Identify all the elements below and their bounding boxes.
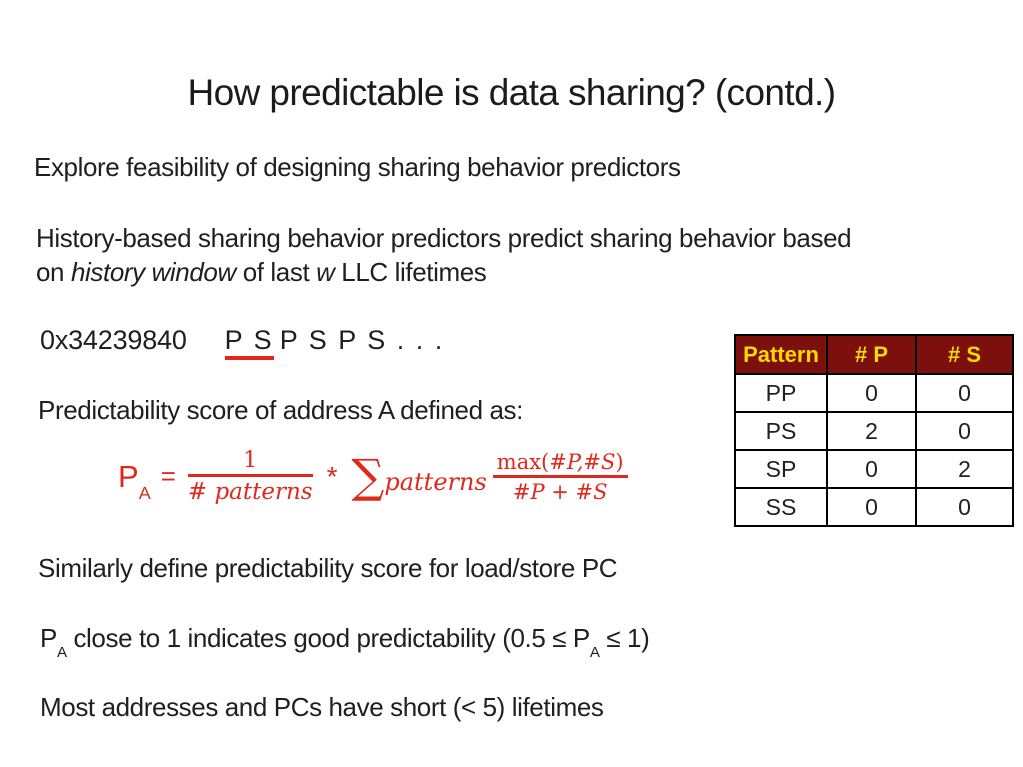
cell-num-s: 0 <box>916 374 1013 412</box>
fraction2-denominator: #P + #S <box>512 479 608 504</box>
fraction1-numerator: 1 <box>243 448 258 473</box>
pa-sub1: A <box>56 644 67 662</box>
formula-fraction-2 <box>493 450 628 504</box>
history-line2-mid: of last <box>235 257 317 287</box>
history-window-italic: history window <box>70 257 236 287</box>
table-row <box>735 374 1013 412</box>
pa-text1: close to 1 indicates good predictability (0.5 ≤ P <box>66 623 590 653</box>
underlined-pattern: P S <box>225 325 274 360</box>
formula-p-subscript: A <box>138 483 151 504</box>
cell-pattern: PS <box>735 412 827 450</box>
pa-p1: P <box>40 623 57 653</box>
pa-score-line <box>40 621 650 662</box>
explore-line: Explore feasibility of designing sharing behavior predictors <box>34 152 681 182</box>
cell-num-p: 0 <box>827 374 916 412</box>
cell-num-p: 0 <box>827 450 916 488</box>
formula-sum-term <box>351 449 487 504</box>
history-paragraph <box>36 221 851 289</box>
pa-sub2: A <box>589 644 600 662</box>
address-example-line <box>40 323 444 357</box>
cell-num-s: 0 <box>916 488 1013 526</box>
header-num-p: # P <box>827 335 916 374</box>
history-line2-prefix: on <box>36 257 71 287</box>
table-row <box>735 488 1013 526</box>
w-italic: w <box>316 257 335 287</box>
formula-fraction-1 <box>188 448 313 506</box>
cell-num-s: 2 <box>916 450 1013 488</box>
formula-equals: = <box>160 461 176 492</box>
table-header-row <box>735 335 1013 374</box>
predictability-line: Predictability score of address A defined as: <box>38 395 523 425</box>
max-function: max( <box>496 449 550 474</box>
cell-pattern: SS <box>735 488 827 526</box>
formula-times: * <box>326 460 338 492</box>
cell-num-p: 2 <box>827 412 916 450</box>
pattern-sequence: P S P S . . . <box>279 325 445 355</box>
predictability-formula <box>118 448 628 506</box>
table-row <box>735 412 1013 450</box>
pattern-table <box>734 334 1014 527</box>
formula-pa-term <box>118 458 151 504</box>
fraction2-numerator <box>493 450 628 475</box>
fraction1-denominator: # patterns <box>187 479 313 506</box>
sigma-icon: ∑ <box>351 449 385 504</box>
max-args: #P,#S <box>549 449 616 474</box>
address-value: 0x34239840 <box>40 325 187 355</box>
history-line2-suffix: LLC lifetimes <box>334 257 487 287</box>
header-pattern: Pattern <box>735 335 827 374</box>
formula-p: P <box>118 458 139 494</box>
cell-pattern: PP <box>735 374 827 412</box>
pa-text2: ≤ 1) <box>599 623 650 653</box>
similar-line: Similarly define predictability score for load/store PC <box>38 553 618 583</box>
cell-pattern: SP <box>735 450 827 488</box>
max-close: ) <box>615 449 624 474</box>
sigma-subscript: patterns <box>384 467 487 496</box>
table-row <box>735 450 1013 488</box>
cell-num-p: 0 <box>827 488 916 526</box>
most-line: Most addresses and PCs have short (< 5) lifetimes <box>40 692 604 722</box>
history-line1: History-based sharing behavior predictors predict sharing behavior based <box>36 223 852 253</box>
header-num-s: # S <box>916 335 1013 374</box>
cell-num-s: 0 <box>916 412 1013 450</box>
slide-title: How predictable is data sharing? (contd.) <box>187 72 836 113</box>
